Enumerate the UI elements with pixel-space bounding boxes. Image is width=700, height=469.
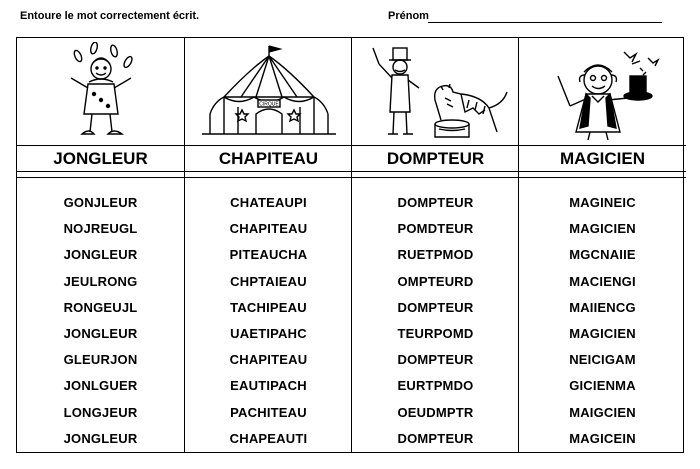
picture-cell bbox=[352, 38, 519, 146]
separator-bar bbox=[17, 171, 184, 178]
separator-bar bbox=[185, 171, 352, 178]
word-option[interactable]: DOMPTEUR bbox=[397, 352, 474, 368]
word-title: MAGICIEN bbox=[560, 149, 645, 168]
word-option[interactable]: MAGICEIN bbox=[569, 430, 636, 446]
circus-tent-icon bbox=[194, 42, 344, 142]
juggler-clown-icon bbox=[26, 42, 176, 142]
magician-with-hat-icon bbox=[528, 42, 678, 142]
word-option[interactable]: JONGLEUR bbox=[63, 325, 138, 341]
word-option[interactable]: NOJREUGL bbox=[63, 221, 138, 237]
word-option[interactable]: EAUTIPACH bbox=[230, 378, 307, 394]
word-option[interactable]: CHATEAUPI bbox=[230, 195, 307, 210]
word-option[interactable]: OMPTEURD bbox=[397, 273, 474, 289]
name-label: Prénom bbox=[388, 10, 429, 22]
word-option[interactable]: MAGICIEN bbox=[569, 221, 636, 237]
column-dompteur bbox=[351, 38, 519, 452]
word-option[interactable]: RONGEUJL bbox=[63, 299, 138, 315]
word-option[interactable]: CHAPITEAU bbox=[229, 352, 308, 368]
word-option[interactable]: JONGLEUR bbox=[63, 430, 138, 446]
word-search-sheet bbox=[16, 37, 684, 453]
picture-cell bbox=[17, 38, 184, 146]
separator-bar bbox=[519, 171, 686, 178]
word-option[interactable]: RUETPMOD bbox=[397, 247, 474, 263]
word-option[interactable]: DOMPTEUR bbox=[397, 430, 474, 446]
tent-sign-text: CIRQUE bbox=[258, 101, 279, 107]
word-title: CHAPITEAU bbox=[218, 149, 319, 168]
word-option[interactable]: MACIENGI bbox=[569, 273, 636, 289]
word-option[interactable]: JEULRONG bbox=[63, 273, 138, 289]
word-option[interactable]: GLEURJON bbox=[63, 352, 138, 368]
word-option[interactable]: MAIGCIEN bbox=[569, 404, 636, 420]
word-option[interactable]: PITEAUCHA bbox=[229, 247, 308, 263]
word-option[interactable]: DOMPTEUR bbox=[397, 195, 474, 210]
word-option[interactable]: PACHITEAU bbox=[230, 404, 307, 420]
word-option[interactable]: OEUDMPTR bbox=[397, 404, 474, 420]
word-option[interactable]: UAETIPAHC bbox=[230, 325, 307, 341]
separator-bar bbox=[352, 171, 519, 178]
picture-cell bbox=[185, 38, 352, 146]
word-option[interactable]: JONLGUER bbox=[63, 378, 138, 394]
word-option[interactable]: MAGICIEN bbox=[569, 325, 636, 341]
word-option[interactable]: MAGINEIC bbox=[569, 195, 636, 210]
picture-cell bbox=[519, 38, 686, 146]
word-option[interactable]: POMDTEUR bbox=[397, 221, 474, 237]
word-option[interactable]: TEURPOMD bbox=[397, 325, 474, 341]
word-option[interactable]: CHAPITEAU bbox=[229, 221, 308, 237]
word-option[interactable]: DOMPTEUR bbox=[397, 299, 474, 315]
word-list bbox=[17, 190, 184, 452]
word-option[interactable]: EURTPMDO bbox=[397, 378, 474, 394]
word-list bbox=[352, 190, 519, 452]
word-option[interactable]: MAIIENCG bbox=[569, 299, 636, 315]
word-option[interactable]: TACHIPEAU bbox=[230, 299, 307, 315]
word-option[interactable]: NEICIGAM bbox=[569, 352, 636, 368]
instruction-text: Entoure le mot correctement écrit. bbox=[20, 10, 200, 22]
column-jongleur bbox=[17, 38, 184, 452]
word-option[interactable]: CHPTAIEAU bbox=[230, 273, 307, 289]
word-option[interactable]: JONGLEUR bbox=[63, 247, 138, 263]
name-write-line[interactable] bbox=[428, 22, 662, 23]
word-option[interactable]: LONGJEUR bbox=[63, 404, 138, 420]
tamer-with-tiger-icon bbox=[361, 42, 511, 142]
column-chapiteau bbox=[184, 38, 352, 452]
word-option[interactable]: GICIENMA bbox=[569, 378, 636, 394]
word-option[interactable]: CHAPEAUTI bbox=[229, 430, 308, 446]
word-title: DOMPTEUR bbox=[386, 149, 485, 168]
word-option[interactable]: GONJLEUR bbox=[63, 195, 138, 210]
word-option[interactable]: MGCNAIIE bbox=[569, 247, 636, 263]
column-magicien bbox=[518, 38, 686, 452]
word-list bbox=[519, 190, 686, 452]
word-list bbox=[185, 190, 352, 452]
word-title: JONGLEUR bbox=[53, 149, 148, 168]
